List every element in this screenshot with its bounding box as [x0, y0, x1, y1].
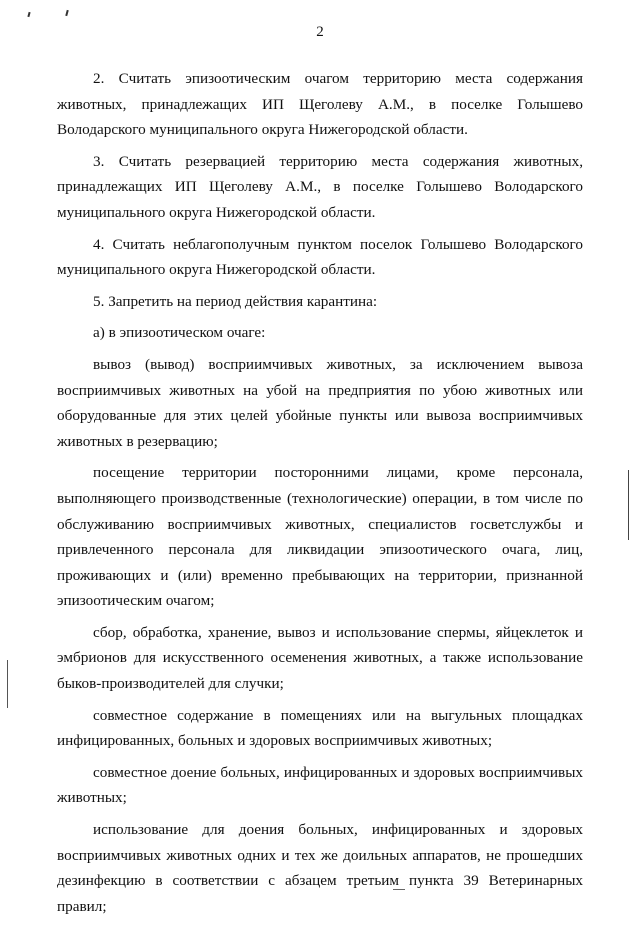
scan-speck: [27, 12, 30, 17]
prohibition-joint-milking: совместное доение больных, инфицированных и здоровых восприимчивых животных;: [57, 763, 583, 807]
paragraph-item-2: 2. Считать эпизоотическим очагом территорию места содержания животных, принадлежащих ИП Щеголеву А.М., в поселке Голышево Володарского муниципального округа Нижегородской области.: [57, 70, 583, 139]
scan-edge-line: [7, 660, 8, 708]
paragraph-item-3: 3. Считать резервацией территорию места содержания животных, принадлежащих ИП Щеголеву А.М., в поселке Голышево Володарского муниципального округа Нижегородской области.: [57, 152, 583, 221]
prohibition-semen-collection: сбор, обработка, хранение, вывоз и использование спермы, яйцеклеток и эмбрионов для искусственного осеменения животных, а также использование быков-производителей для случки;: [57, 623, 583, 693]
subitem-a: а) в эпизоотическом очаге:: [93, 324, 266, 342]
paragraph-item-4: 4. Считать неблагополучным пунктом поселок Голышево Володарского муниципального округа Нижегородской области.: [57, 235, 583, 279]
prohibition-shared-equipment: использование для доения больных, инфицированных и здоровых восприимчивых животных одних и тех же доильных аппаратов, не прошедших дезинфекцию в соответствии с абзацем третьим пункта 39 Ветеринарных правил;: [57, 821, 583, 915]
prohibition-visits: посещение территории посторонними лицами, кроме персонала, выполняющего производственные (технологические) операции, в том числе по обслуживанию восприимчивых животных, специалистов госветслужбы и привлеченного персонала для ликвидации эпизоотического очага, лиц, проживающих и (или) временно пребывающих на территории, признанной эпизоотическим очагом;: [57, 464, 583, 610]
page-number: 2: [316, 24, 324, 40]
scan-speck: [65, 10, 68, 16]
paragraph-item-5: 5. Запретить на период действия карантина:: [93, 292, 378, 310]
prohibition-removal: вывоз (вывод) восприимчивых животных, за исключением вывоза восприимчивых животных на убой на предприятия по убою животных или оборудованные для этих целей убойные пункты или вывоза восприимчивых животных в резервацию;: [57, 355, 583, 450]
scan-edge-line: [628, 470, 629, 540]
prohibition-joint-housing: совместное содержание в помещениях или на выгульных площадках инфицированных, больных и здоровых восприимчивых животных;: [57, 706, 583, 750]
document-body: [57, 66, 583, 925]
